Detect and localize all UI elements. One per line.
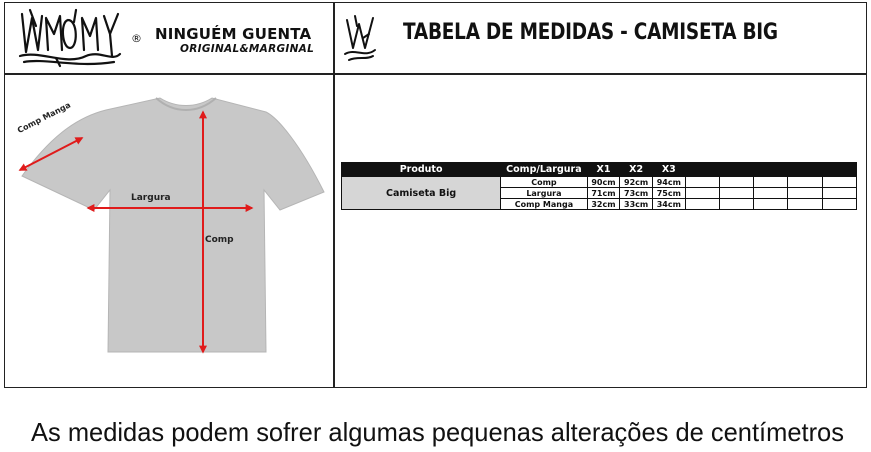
empty-cell: [754, 188, 788, 199]
size-table: [341, 162, 857, 210]
frame-divider-horizontal: [4, 73, 867, 75]
empty-cell: [754, 177, 788, 188]
size-table-header: [342, 163, 857, 177]
size-value: 34cm: [652, 199, 685, 210]
brand-tagline: ORIGINAL&MARGINAL: [180, 43, 315, 55]
brand-graffiti-logo: [16, 6, 124, 70]
empty-cell: [788, 199, 822, 210]
header-empty: [719, 163, 753, 177]
dimension-label: Comp Manga: [501, 199, 587, 210]
empty-cell: [822, 177, 856, 188]
empty-cell: [754, 199, 788, 210]
footer-note: As medidas podem sofrer algumas pequenas alterações de centímetros: [31, 417, 844, 447]
label-comp-manga: Comp Manga: [16, 100, 73, 136]
header-empty: [822, 163, 856, 177]
empty-cell: [719, 177, 753, 188]
empty-cell: [685, 188, 719, 199]
size-value: 33cm: [620, 199, 653, 210]
dimension-label: Largura: [501, 188, 587, 199]
brand-mark-icon: [343, 14, 377, 62]
brand-name: NINGUÉM GUENTA: [155, 25, 312, 43]
dimension-label: Comp: [501, 177, 587, 188]
size-value: 94cm: [652, 177, 685, 188]
registered-mark: ®: [131, 32, 142, 45]
empty-cell: [822, 188, 856, 199]
empty-cell: [822, 199, 856, 210]
size-value: 71cm: [587, 188, 620, 199]
size-value: 32cm: [587, 199, 620, 210]
size-value: 73cm: [620, 188, 653, 199]
page-title: TABELA DE MEDIDAS - CAMISETA BIG: [403, 20, 778, 45]
header-size: X1: [587, 163, 620, 177]
header-empty: [754, 163, 788, 177]
size-value: 90cm: [587, 177, 620, 188]
header-empty: [685, 163, 719, 177]
empty-cell: [685, 199, 719, 210]
product-name: Camiseta Big: [342, 177, 501, 210]
tshirt-diagram: [8, 80, 330, 372]
empty-cell: [719, 188, 753, 199]
header-size: X2: [620, 163, 653, 177]
empty-cell: [685, 177, 719, 188]
header-produto: Produto: [342, 163, 501, 177]
empty-cell: [788, 188, 822, 199]
frame-divider-vertical: [333, 2, 335, 388]
empty-cell: [719, 199, 753, 210]
size-value: 92cm: [620, 177, 653, 188]
size-value: 75cm: [652, 188, 685, 199]
header-empty: [788, 163, 822, 177]
tshirt-shape: [22, 98, 324, 352]
header-size: X3: [652, 163, 685, 177]
header-comp-largura: Comp/Largura: [501, 163, 587, 177]
label-comp: Comp: [205, 235, 234, 245]
table-row: [342, 177, 857, 188]
label-largura: Largura: [131, 193, 171, 203]
empty-cell: [788, 177, 822, 188]
